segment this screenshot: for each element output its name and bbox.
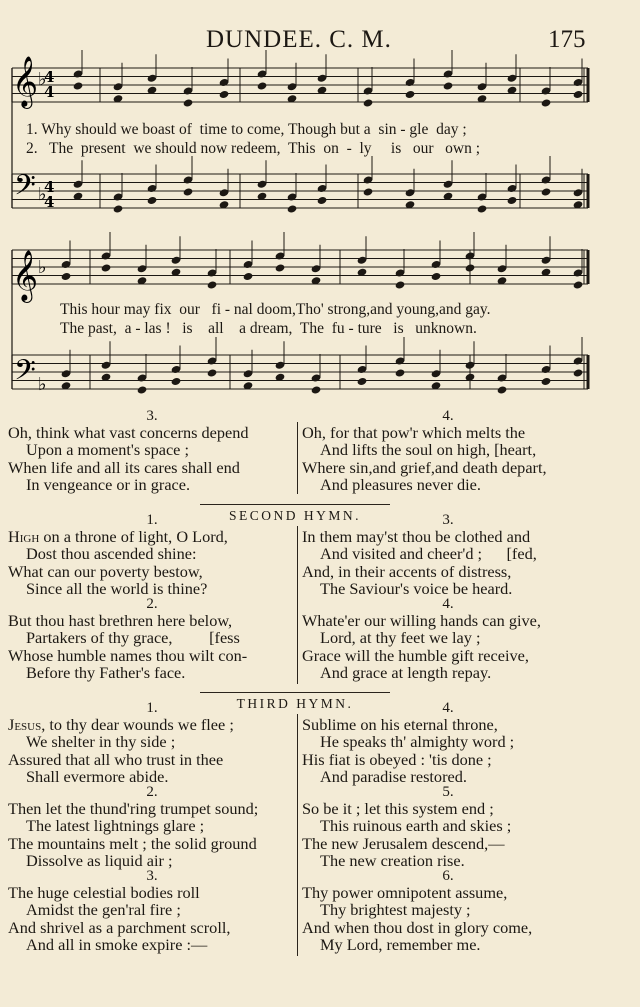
second-hymn-verse-3 (302, 512, 594, 597)
section-rule (200, 504, 390, 505)
verse-line: Assured that all who trust in thee (8, 749, 224, 769)
lyrics-line1-verse2: 2. The present we should now redeem, This on - ly is our own ; (26, 140, 481, 157)
third-hymn-verse-2 (8, 784, 296, 869)
note-head (147, 196, 158, 205)
verse-line: Whate'er our willing hands can give, (302, 611, 541, 630)
note-head (101, 263, 112, 272)
note-head (73, 81, 84, 90)
verse-line: The new creation rise. (320, 850, 465, 870)
flat-icon-2: ♭ (38, 184, 47, 205)
note-head (497, 385, 508, 394)
note-head (137, 385, 148, 394)
third-hymn-verse-3 (8, 868, 296, 953)
verse-number: 5. (442, 784, 454, 800)
lyrics-line2-verse2: The past, a - las ! is all a dream, The fu - ture is unknown. (60, 320, 477, 337)
verse-line: His fiat is obeyed : 'tis done ; (302, 749, 492, 769)
lyrics-line2-verse1: This hour may fix our fi - nal doom,Tho' strong,and young,and gay. (60, 301, 491, 318)
verse-line: The latest lightnings glare ; (26, 816, 205, 836)
verse-line: Sublime on his eternal throne, (302, 715, 498, 734)
note-head (573, 368, 584, 377)
verse-line: Oh, think what vast concerns depend (8, 423, 249, 442)
verse-line: And lifts the soul on high, [heart, (320, 440, 537, 460)
verse-line: This ruinous earth and skies ; (320, 816, 512, 836)
verse-line: And pleasures never die. (320, 474, 481, 494)
dundee-verse-4 (302, 408, 594, 493)
note-head (541, 187, 552, 196)
verse-line: My Lord, remember me. (320, 934, 481, 954)
note-head (507, 196, 518, 205)
verse-line: Dost thou ascended shine: (26, 544, 197, 564)
verse-line: Since all the world is thine? (26, 578, 208, 598)
bass-clef-icon-2: 𝄢 (14, 354, 36, 394)
third-hymn-verse-6 (302, 868, 594, 953)
third-hymn-verse-1 (8, 700, 296, 785)
treble-clef-icon: 𝄞 (12, 56, 39, 107)
note-head (541, 377, 552, 386)
verse-line: The Saviour's voice be heard. (320, 578, 513, 598)
note-head (317, 196, 328, 205)
verse-line: He speaks th' almighty word ; (320, 732, 515, 752)
verse-line: Thy power omnipotent assume, (302, 883, 508, 902)
second-hymn-title: SECOND HYMN. (228, 508, 361, 523)
note-head (443, 81, 454, 90)
verse-number: 1. (146, 512, 158, 528)
second-hymn-verse-2 (8, 596, 296, 681)
note-head (61, 272, 72, 281)
verse-line: The mountains melt ; the solid ground (8, 833, 257, 853)
verse-line: Grace will the humble gift receive, (302, 645, 529, 665)
verse-line: We shelter in thy side ; (26, 732, 176, 752)
verse-line: What can our poverty bestow, (8, 561, 203, 581)
verse-line: The new Jerusalem descend,— (302, 833, 505, 853)
verse-number: 3. (146, 408, 158, 424)
note-head (431, 272, 442, 281)
clef-signs (12, 56, 54, 395)
note-head (113, 204, 124, 213)
verse-line: Partakers of thy grace, [fess (26, 628, 240, 648)
verse-line: And grace at length repay. (320, 662, 492, 682)
note-head (395, 368, 406, 377)
verse-number: 1. (146, 700, 158, 716)
column-divider (297, 526, 298, 684)
verse-line: And all in smoke expire :— (26, 934, 208, 954)
verse-number: 4. (442, 700, 454, 716)
first-line-rest: , to thy dear wounds we flee ; (41, 715, 234, 734)
verse-number: 3. (442, 512, 454, 528)
note-head (207, 280, 218, 289)
verse-line: The huge celestial bodies roll (8, 883, 200, 902)
third-hymn-title: THIRD HYMN. (236, 696, 354, 711)
verse-line (8, 716, 296, 733)
treble-clef-icon-2: 𝄞 (12, 250, 39, 301)
verse-line: And shrivel as a parchment scroll, (8, 917, 231, 937)
verse-number: 3. (146, 868, 158, 884)
note-head (573, 90, 584, 99)
verse-line: But thou hast brethren here below, (8, 611, 233, 630)
first-line-rest: on a throne of light, O Lord, (39, 527, 228, 546)
second-hymn-verse-1 (8, 512, 296, 597)
note-head (363, 98, 374, 107)
bass-clef-icon: 𝄢 (14, 169, 36, 209)
verse-line: And when thou dost in glory come, (302, 917, 533, 937)
note-head (363, 187, 374, 196)
note-head (405, 90, 416, 99)
note-head (395, 280, 406, 289)
flat-icon-4: ♭ (38, 374, 47, 395)
verse-line: Lord, at thy feet we lay ; (320, 628, 481, 648)
note-head (171, 377, 182, 386)
verse-line: And visited and cheer'd ; [fed, (320, 544, 537, 564)
verse-line: Upon a moment's space ; (26, 440, 189, 460)
note-head (207, 368, 218, 377)
note-head (357, 377, 368, 386)
third-hymn-verse-4 (302, 700, 594, 785)
verse-line: Where sin,and grief,and death depart, (302, 457, 547, 477)
section-rule (200, 692, 390, 693)
verse-line (8, 528, 296, 545)
verse-line: In them may'st thou be clothed and (302, 527, 531, 546)
note-head (243, 272, 254, 281)
first-word: High (8, 527, 40, 546)
verse-line: So be it ; let this system end ; (302, 799, 494, 818)
note-head (465, 263, 476, 272)
note-head (477, 204, 488, 213)
verse-line: Before thy Father's face. (26, 662, 186, 682)
verse-line: Oh, for that pow'r which melts the (302, 423, 526, 442)
verse-number: 4. (442, 408, 454, 424)
time-signature-bottom-b: 4 (44, 193, 55, 211)
music-score (0, 0, 640, 420)
staff-lines (12, 68, 588, 389)
verse-line: In vengeance or in grace. (26, 474, 191, 494)
dundee-verse-3 (8, 408, 296, 493)
note-head (183, 98, 194, 107)
column-divider (297, 714, 298, 956)
verse-number: 2. (146, 784, 158, 800)
verse-number: 6. (442, 868, 454, 884)
note-head (287, 204, 298, 213)
time-signature-bottom: 4 (44, 178, 55, 196)
column-divider (297, 422, 298, 494)
verse-line: And, in their accents of distress, (302, 561, 512, 581)
note-head (573, 280, 584, 289)
verse-line: Amidst the gen'ral fire ; (26, 900, 181, 920)
time-signature-top: 4 (44, 68, 55, 86)
note-head (275, 263, 286, 272)
verse-number: 4. (442, 596, 454, 612)
verse-line: When life and all its cares shall end (8, 457, 240, 477)
note-head (541, 98, 552, 107)
third-hymn-verse-5 (302, 784, 594, 869)
tune-title: DUNDEE. C. M. (206, 26, 392, 53)
flat-icon: ♭ (38, 69, 47, 90)
lyrics-line1-verse1: 1. Why should we boast of time to come, Though but a sin - gle day ; (26, 121, 467, 138)
second-hymn-verse-4 (302, 596, 594, 681)
note-head (183, 187, 194, 196)
verse-number: 2. (146, 596, 158, 612)
verse-line: Then let the thund'ring trumpet sound; (8, 799, 259, 818)
page-number: 175 (548, 26, 586, 53)
verse-line: Whose humble names thou wilt con- (8, 645, 248, 665)
verse-line: Dissolve as liquid air ; (26, 850, 173, 870)
note-head (219, 90, 230, 99)
verse-line: Shall evermore abide. (26, 766, 169, 786)
verse-line: Thy brightest majesty ; (320, 900, 471, 920)
verse-line: And paradise restored. (320, 766, 467, 786)
flat-icon-3: ♭ (38, 257, 47, 278)
first-word: Jesus (8, 715, 42, 734)
note-head (311, 385, 322, 394)
note-head (257, 81, 268, 90)
time-signature-top-b: 4 (44, 83, 55, 101)
